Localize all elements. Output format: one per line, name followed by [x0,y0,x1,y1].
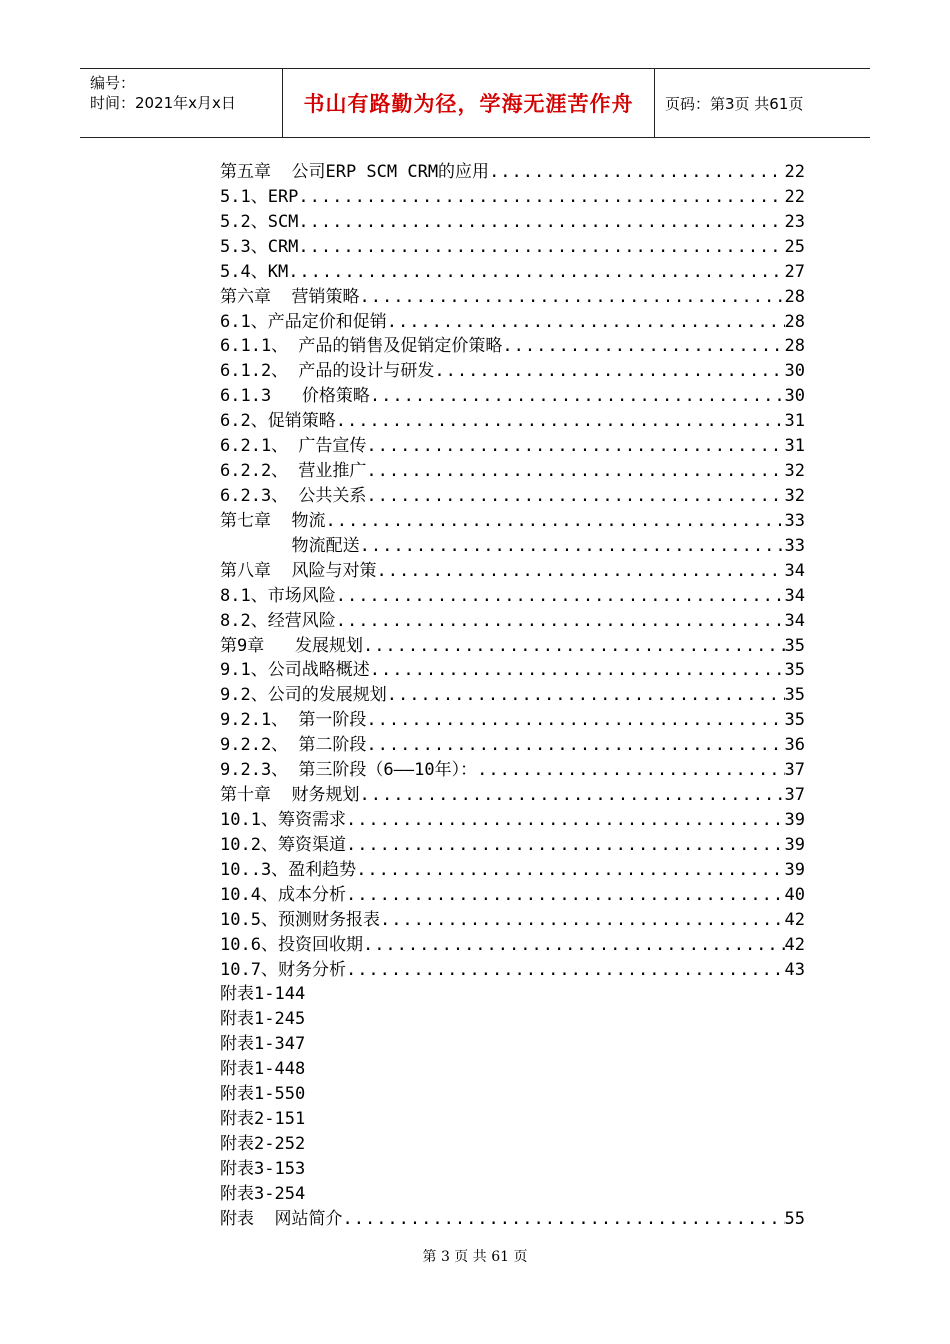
toc-entry-leader-dots [434,359,784,384]
toc-entry-title: 10.7、财务分析 [220,959,346,980]
toc-entry-leader-dots [346,808,785,833]
toc-entry-title: 5.1、ERP [220,186,299,207]
toc-entry-page-number: 34 [784,560,805,581]
toc-entry-title: 第六章 营销策略 [220,286,360,307]
toc-entry-leader-dots [477,758,784,783]
toc-entry-leader-dots [366,708,784,733]
toc-entry[interactable] [220,384,805,409]
toc-entry-leader-dots [380,908,785,933]
toc-entry-page-number: 32 [784,461,805,482]
toc-entry-title: 附表 网站简介 [220,1208,343,1229]
toc-entry-page-number: 40 [784,884,805,905]
toc-entry-leader-dots [366,459,784,484]
page-footer: 第 3 页 共 61 页 [422,1249,528,1265]
toc-entry-leader-dots [359,783,784,808]
toc-entry-title: 5.3、CRM [220,236,299,257]
toc-entry[interactable] [220,310,805,335]
toc-entry-page-number: 34 [784,610,805,631]
toc-entry[interactable] [220,883,805,908]
table-of-contents [220,160,805,1232]
toc-entry-leader-dots [356,858,784,883]
toc-entry-title: 6.2.3、 公共关系 [220,485,367,506]
toc-entry[interactable] [220,1032,805,1057]
toc-entry-leader-dots [298,185,784,210]
toc-entry-page-number: 32 [784,485,805,506]
toc-entry-title: 6.1.2、 产品的设计与研发 [220,361,435,382]
toc-entry-title: 6.2、促销策略 [220,411,336,432]
toc-entry[interactable] [220,160,805,185]
toc-entry[interactable] [220,534,805,559]
toc-entry-page-number: 28 [784,336,805,357]
toc-entry-title: 8.1、市场风险 [220,585,336,606]
toc-entry-page-number: 42 [784,934,805,955]
toc-entry[interactable] [220,559,805,584]
toc-entry-title: 第八章 风险与对策 [220,560,377,581]
toc-entry-page-number: 28 [784,311,805,332]
header-page-info: 页码：第3页 共61页 [665,94,804,113]
toc-entry-leader-dots [370,384,785,409]
toc-entry-leader-dots [370,658,785,683]
toc-entry-title: 6.1.3 价格策略 [220,386,370,407]
toc-entry-title: 6.1、产品定价和促销 [220,311,387,332]
toc-entry-title: 附表1-448 [220,1059,306,1080]
toc-entry-page-number: 22 [784,162,805,182]
toc-entry-leader-dots [376,559,784,584]
toc-entry[interactable] [220,1157,805,1182]
toc-entry-title: 附表1-245 [220,1009,306,1030]
header-meta [80,69,282,137]
document-time-label: 时间：2021年x月x日 [90,94,236,112]
toc-entry[interactable] [220,634,805,659]
toc-entry[interactable] [220,1007,805,1032]
toc-entry-leader-dots [298,235,784,260]
toc-entry-leader-dots [359,285,784,310]
toc-entry-leader-dots [366,484,784,509]
toc-entry[interactable] [220,434,805,459]
toc-entry-page-number: 31 [784,436,805,457]
toc-entry-title: 10.1、筹资需求 [220,809,346,830]
toc-entry-page-number: 35 [784,635,805,656]
toc-entry-page-number: 35 [784,660,805,681]
toc-entry[interactable] [220,285,805,310]
toc-entry[interactable] [220,1107,805,1132]
toc-entry[interactable] [220,484,805,509]
toc-entry-title: 第五章 公司ERP SCM CRM的应用 [220,162,490,182]
toc-entry-page-number: 31 [784,411,805,432]
document-number-label: 编号： [90,74,136,92]
toc-entry-page-number: 39 [784,834,805,855]
toc-entry[interactable] [220,683,805,708]
toc-entry-leader-dots [489,160,784,185]
toc-entry-title: 10.5、预测财务报表 [220,909,380,930]
toc-entry-title: 9.2.1、 第一阶段 [220,710,367,731]
toc-entry[interactable] [220,783,805,808]
toc-entry-leader-dots [366,733,784,758]
toc-entry-title: 第七章 物流 [220,510,326,531]
toc-entry-page-number: 22 [784,186,805,207]
toc-entry[interactable] [220,584,805,609]
toc-entry[interactable] [220,982,805,1007]
toc-entry-page-number: 23 [784,211,805,232]
toc-entry-title: 附表1-347 [220,1034,306,1055]
toc-entry[interactable] [220,359,805,384]
toc-entry-page-number: 39 [784,809,805,830]
toc-entry-leader-dots [336,584,785,609]
toc-entry-leader-dots [336,609,785,634]
toc-entry-title: 10.4、成本分析 [220,884,346,905]
toc-entry[interactable] [220,210,805,235]
toc-entry-title: 第十章 财务规划 [220,785,360,806]
toc-entry[interactable] [220,908,805,933]
toc-entry-page-number: 30 [784,361,805,382]
toc-entry-title: 物流配送 [220,535,360,556]
toc-entry[interactable] [220,658,805,683]
toc-entry-leader-dots [325,509,784,534]
toc-entry-leader-dots [346,958,785,983]
toc-entry-title: 10.6、投资回收期 [220,934,363,955]
toc-entry[interactable] [220,1082,805,1107]
toc-entry-leader-dots [298,210,784,235]
header-slogan: 书山有路勤为径，学海无涯苦作舟 [282,69,655,137]
toc-entry[interactable] [220,185,805,210]
toc-entry-title: 附表2-151 [220,1109,306,1130]
toc-entry-page-number: 33 [784,535,805,556]
toc-entry-title: 6.2.2、 营业推广 [220,461,367,482]
toc-entry[interactable] [220,833,805,858]
toc-entry-title: 5.2、SCM [220,211,299,232]
toc-entry-title: 5.4、KM [220,261,289,282]
toc-entry[interactable] [220,933,805,958]
toc-entry-leader-dots [387,683,785,708]
toc-entry-title: 9.2、公司的发展规划 [220,685,387,706]
toc-entry-title: 10.2、筹资渠道 [220,834,346,855]
toc-entry-page-number: 34 [784,585,805,606]
toc-entry-title: 6.1.1、 产品的销售及促销定价策略 [220,336,503,357]
toc-entry[interactable] [220,334,805,359]
toc-entry-leader-dots [288,260,784,285]
toc-entry-page-number: 28 [784,286,805,307]
toc-entry-page-number: 27 [784,261,805,282]
toc-entry-title: 9.2.3、 第三阶段（6——10年）： [220,760,478,781]
toc-entry-page-number: 30 [784,386,805,407]
toc-entry-leader-dots [346,883,785,908]
toc-entry-page-number: 25 [784,236,805,257]
toc-entry[interactable] [220,1132,805,1157]
page-header [80,68,870,138]
toc-entry-title: 附表3-254 [220,1183,306,1204]
toc-entry-page-number: 33 [784,510,805,531]
toc-entry-title: 附表1-550 [220,1084,306,1105]
toc-entry-page-number: 39 [784,859,805,880]
toc-entry[interactable] [220,1057,805,1082]
toc-entry-title: 第9章 发展规划 [220,635,363,656]
toc-entry-leader-dots [336,409,785,434]
toc-entry-leader-dots [363,933,785,958]
toc-entry-page-number: 37 [784,760,805,781]
toc-entry-title: 附表3-153 [220,1158,306,1179]
toc-entry[interactable] [220,509,805,534]
toc-entry-page-number: 55 [784,1208,805,1229]
toc-entry[interactable] [220,708,805,733]
toc-entry[interactable] [220,858,805,883]
toc-entry-page-number: 36 [784,735,805,756]
toc-entry-title: 9.1、公司战略概述 [220,660,370,681]
toc-entry-leader-dots [342,1207,784,1232]
toc-entry-page-number: 37 [784,785,805,806]
toc-entry-page-number: 43 [784,959,805,980]
toc-entry-title: 10..3、盈利趋势 [220,859,357,880]
toc-entry[interactable] [220,409,805,434]
toc-entry-page-number: 35 [784,685,805,706]
toc-entry[interactable] [220,733,805,758]
toc-entry-title: 8.2、经营风险 [220,610,336,631]
toc-entry-title: 9.2.2、 第二阶段 [220,735,367,756]
toc-entry-leader-dots [360,534,785,559]
toc-entry-leader-dots [502,334,784,359]
toc-entry[interactable] [220,609,805,634]
toc-entry[interactable] [220,1207,805,1232]
toc-entry-leader-dots [366,434,784,459]
toc-entry-leader-dots [346,833,785,858]
toc-entry-page-number: 42 [784,909,805,930]
toc-entry-title: 附表2-252 [220,1133,306,1154]
toc-entry[interactable] [220,758,805,783]
toc-entry-title: 附表1-144 [220,984,306,1005]
toc-entry[interactable] [220,1182,805,1207]
toc-entry-page-number: 35 [784,710,805,731]
toc-entry[interactable] [220,808,805,833]
toc-entry[interactable] [220,958,805,983]
toc-entry-leader-dots [363,634,785,659]
toc-entry-leader-dots [387,310,785,335]
toc-entry-title: 6.2.1、 广告宣传 [220,436,367,457]
toc-entry[interactable] [220,260,805,285]
toc-entry[interactable] [220,235,805,260]
toc-entry[interactable] [220,459,805,484]
